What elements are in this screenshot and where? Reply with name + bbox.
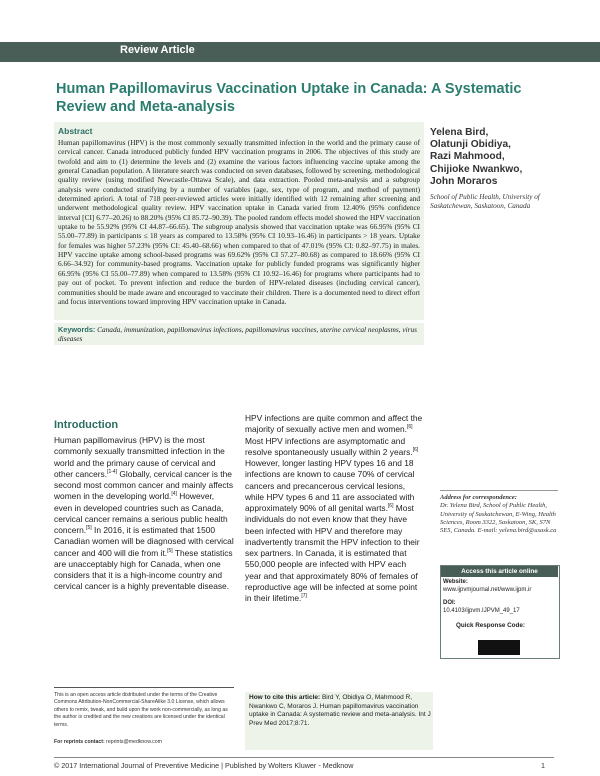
citation-ref[interactable]: [4] — [171, 491, 177, 498]
keywords-text: Canada, immunization, papillomavirus infections, papillomavirus vaccines, uterine cervical neoplasms, virus diseases — [58, 325, 417, 344]
footer-divider — [54, 757, 554, 758]
introduction-heading: Introduction — [54, 419, 119, 431]
citation — [249, 694, 431, 728]
intro-text: Most individuals do not even know that they have been infected with HPV and therefore may inadvertently transmit the HPV infection to their sex partners. In Canada, it is estimated that 550,000 people are infected with HPV each year and that approximately 80% of females of reproductive age will be infected at some point in their lifetime. — [245, 503, 420, 603]
citation-ref[interactable]: [6] — [387, 503, 394, 510]
footer-text: © 2017 International Journal of Preventive Medicine | Published by Wolters Kluwer - Medknow — [54, 761, 354, 770]
author-name: Chijioke Nwankwo, — [430, 163, 523, 175]
doi-label: DOI: — [443, 600, 456, 606]
citation-ref[interactable]: [5] — [167, 547, 173, 554]
keywords-label: Keywords: — [58, 325, 96, 334]
intro-text: In 2016, it is estimated that 1500 Canadian women will be diagnosed with cervical cancer and 400 will die from it. — [54, 525, 234, 558]
license-text: This is an open access article distributed under the terms of the Creative Commons Attribution-NonCommercial-ShareAlike 3.0 License, which allows others to remix, tweak, and build upon the work non-commercially, as long as the author is credited and the new creations are licensed under the identical terms. — [54, 692, 228, 728]
author-name: Razi Mahmood, — [430, 151, 505, 163]
page-number: 1 — [541, 761, 545, 770]
intro-text: However, even in developed countries such as Canada, cervical cancer remains a serious public health concern. — [54, 491, 228, 535]
website-link[interactable]: www.ijpvmjournal.net/www.ijpm.ir — [443, 586, 532, 593]
author-affiliation: School of Public Health, University of Saskatchewan, Saskatoon, Canada — [430, 193, 540, 210]
article-title: Human Papillomavirus Vaccination Uptake in Canada: A Systematic Review and Meta-analysis — [56, 81, 522, 115]
qr-code-label: Quick Response Code: — [456, 622, 525, 629]
doi-link[interactable]: 10.4103/ijpvm.IJPVM_49_17 — [443, 607, 520, 614]
abstract-body: Human papillomavirus (HPV) is the most commonly sexually transmitted infection in the world and the primary cause of cervical cancer. Canada introduced publicly funded HPV vaccination programs in 2006. The objectives of this study are twofold and aim to (1) determine the levels and (2) examine the various factors influencing vaccine uptake among the general Canadian population. A literature search was conducted on seven databases, followed by screening, methodological quality review (using modified Newcastle-Ottawa Scale), and data extraction. Pooled meta-analysis and a subgroup analysis were conducted stratifying by a number of variables (age, sex, type of program, and method of payment) determined apriori. A total of 718 peer-reviewed articles were initially identified with 12 remaining after screening and underwent methodological quality review. HPV vaccination uptake in Canada varied from 12.40% (95% confidence interval [CI] 6.77–20.26) to 88.20% (95% CI 85.72–90.39). The pooled random effects model showed the HPV vaccination uptake to be 55.92% (95% CI 44.87–66.65). The subgroup analysis showed that vaccination uptake was 66.95% (95% CI 55.00–77.89) in participants ≤ 18 years as compared to 13.58% (95% CI 10.93–16.46) in participants > 18 years. Uptake for females was higher 57.23% (95% CI: 45.40–68.66) when compared to that of 47.01% (95% CI: 0.82–97.75) in males. HPV vaccine uptake among school-based programs was 69.62% (95% CI 57.27–80.68) as compared to 18.66% (95% CI 6.66–34.92) for community-based programs. Vaccination uptake for publicly funded programs was significantly higher 66.95% (95% CI 55.00–77.89) when compared to 13.58% (95% CI 10.92–16.46) for programs where participants had to pay out of pocket. To prevent infection and reduce the burden of HPV-related diseases (including cervical cancer), communities should be made aware and encouraged to vaccinate their children. There is a documented need to direct effort and focus interventions toward improving HPV vaccination uptake in Canada. — [58, 138, 420, 306]
author-name: John Moraros — [430, 175, 498, 187]
author-name: Yelena Bird, — [430, 127, 489, 138]
correspondence-body: Dr. Yelena Bird, School of Public Health, University of Saskatchewan, E-Wing, Health Sciences, Room 3322, Saskatoon, SK, S7N 5E5, Canada. E-mail: yelena.bird@usask.ca — [440, 502, 557, 535]
qr-code-icon[interactable] — [478, 640, 520, 655]
introduction-column-2 — [245, 413, 423, 604]
reprints-label: For reprints contact: — [54, 739, 105, 745]
abstract-heading: Abstract — [58, 126, 93, 136]
citation-ref[interactable]: [1-4] — [107, 468, 118, 475]
intro-text: Human papillomavirus (HPV) is the most commonly sexually transmitted infection in the world and the primary cause of cervical and other cancers. — [54, 435, 225, 479]
keywords — [58, 325, 420, 344]
correspondence-heading: Address for correspondence: — [440, 494, 517, 501]
website-block — [443, 579, 557, 594]
citation-ref[interactable]: [7] — [301, 593, 307, 600]
citation-ref[interactable]: [5] — [86, 525, 92, 532]
citation-label: How to cite this article: — [249, 694, 321, 701]
section-label: Review Article — [120, 44, 195, 56]
reprints-contact — [54, 739, 162, 745]
section-banner — [0, 42, 600, 62]
intro-text: These statistics are unacceptably high for Canada, when one considers that it is a high-income country and cervical cancer is a highly preventable disease. — [54, 547, 233, 592]
reprints-email[interactable]: reprints@medknow.com — [104, 739, 162, 745]
citation-ref[interactable]: [6] — [412, 446, 419, 453]
correspondence — [440, 494, 558, 535]
sidebar-divider — [440, 490, 558, 491]
website-label: Website: — [443, 579, 468, 585]
author-list — [430, 127, 580, 188]
doi-block — [443, 600, 557, 615]
intro-text: HPV infections are quite common and affect the majority of sexually active men and women. — [245, 413, 423, 435]
introduction-column-1 — [54, 435, 234, 593]
author-name: Olatunji Obidiya, — [430, 139, 511, 151]
citation-text: Bird Y, Obidiya O, Mahmood R, Nwankwo C, Moraros J. Human papillomavirus vaccination uptake in Canada: A systematic review and meta-analysis. Int J Prev Med 2017;8:71. — [249, 694, 431, 727]
intro-text: Globally, cervical cancer is the second most common cancer and mainly affects women in the developing world. — [54, 468, 234, 502]
license-divider — [54, 687, 234, 688]
intro-text: However, longer lasting HPV types 16 and 18 infections are known to cause 70% of cervical cancers and precancerous cervical lesions, while HPV types 6 and 11 are associated with approximately 90% of all genital warts. — [245, 458, 415, 513]
citation-ref[interactable]: [6] — [407, 424, 413, 431]
intro-text: Most HPV infections are asymptomatic and resolve spontaneously usually within 2 years. — [245, 435, 413, 457]
access-heading: Access this article online — [441, 566, 558, 577]
